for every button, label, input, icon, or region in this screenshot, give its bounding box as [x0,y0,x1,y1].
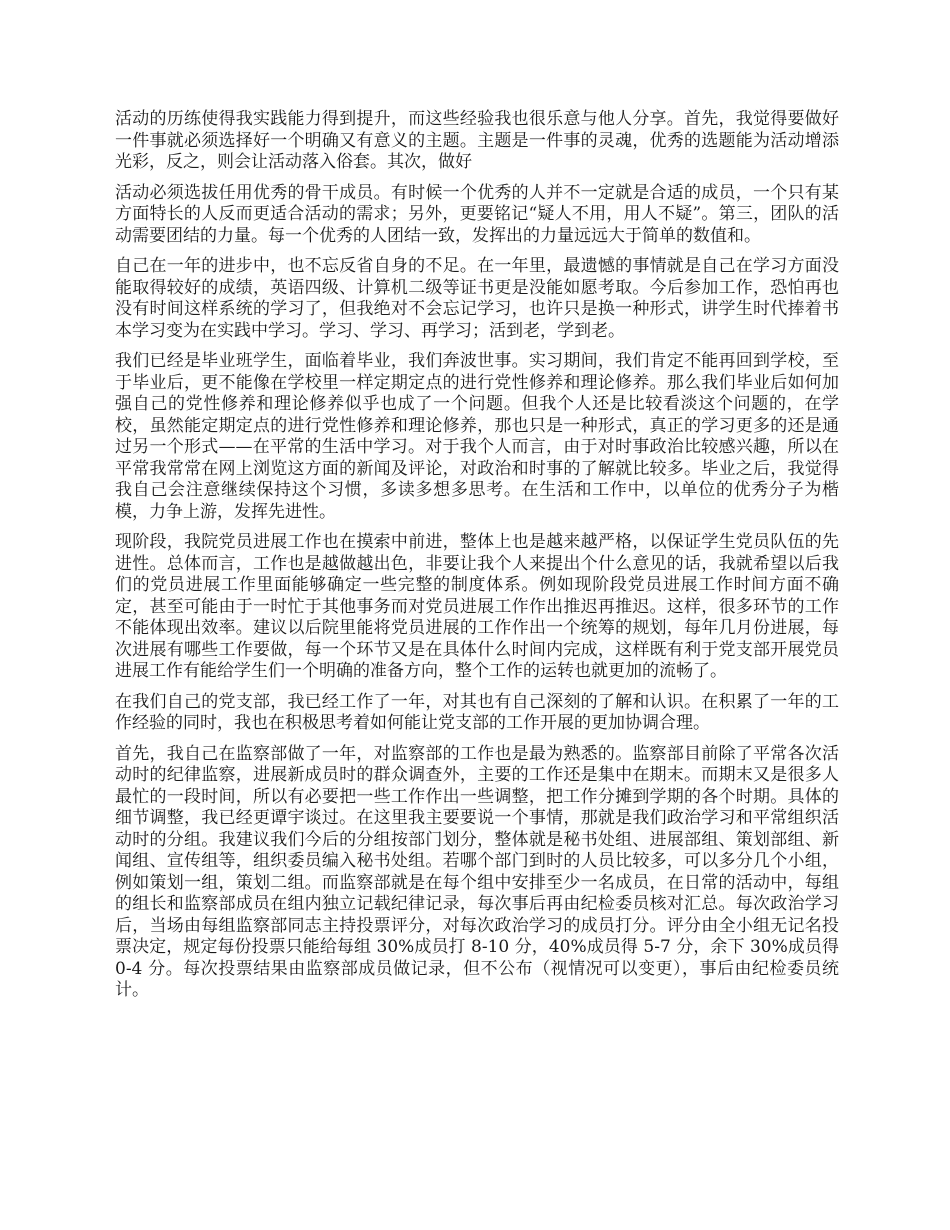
document-body [115,109,839,1011]
paragraph-3: 自己在一年的进步中，也不忘反省自身的不足。在一年里，最遗憾的事情就是自己在学习方面没能取得较好的成绩，英语四级、计算机二级等证书更是没能如愿考取。今后参加工作，恐怕再也没有时间这样系统的学习了，但我绝对不会忘记学习，也许只是换一种形式，讲学生时代捧着书本学习变为在实践中学习。学习、学习、再学习；活到老，学到老。 [115,256,839,341]
paragraph-5: 现阶段，我院党员进展工作也在摸索中前进，整体上也是越来越严格，以保证学生党员队伍的先进性。总体而言，工作也是越做越出色，非要让我个人来提出个什么意见的话，我就希望以后我们的党员进展工作里面能够确定一些完整的制度体系。例如现阶段党员进展工作时间方面不确定，甚至可能由于一时忙于其他事务而对党员进展工作作出推迟再推迟。这样，很多环节的工作不能体现出效率。建议以后院里能将党员进展的工作作出一个统筹的规划，每年几月份进展，每次进展有哪些工作要做，每一个环节又是在具体什么时间内完成，这样既有利于党支部开展党员进展工作有能给学生们一个明确的准备方向，整个工作的运转也就更加的流畅了。 [115,532,839,681]
paragraph-2: 活动必须选拔任用优秀的骨干成员。有时候一个优秀的人并不一定就是合适的成员，一个只有某方面特长的人反而更适合活动的需求；另外，更要铭记“疑人不用，用人不疑”。第三，团队的活动需要团结的力量。每一个优秀的人团结一致，发挥出的力量远远大于简单的数值和。 [115,182,839,246]
paragraph-7: 首先，我自己在监察部做了一年，对监察部的工作也是最为熟悉的。监察部目前除了平常各次活动时的纪律监察，进展新成员时的群众调查外，主要的工作还是集中在期末。而期末又是很多人最忙的一段时间，所以有必要把一些工作作出一些调整，把工作分摊到学期的各个时期。具体的细节调整，我已经更谭宇谈过。在这里我主要要说一个事情，那就是我们政治学习和平常组织活动时的分组。我建议我们今后的分组按部门划分，整体就是秘书处组、进展部组、策划部组、新闻组、宣传组等，组织委员编入秘书处组。若哪个部门到时的人员比较多，可以多分几个小组，例如策划一组，策划二组。而监察部就是在每个组中安排至少一名成员，在日常的活动中，每组的组长和监察部成员在组内独立记载纪律记录，每次事后再由纪检委员核对汇总。每次政治学习后，当场由每组监察部同志主持投票评分，对每次政治学习的成员打分。评分由全小组无记名投票决定，规定每份投票只能给每组 30%成员打 8-10 分，40%成员得 5-7 分，余下 30%成员得 0-4 分。每次投票结果由监察部成员做记录，但不公布（视情况可以变更），事后由纪检委员统计。 [115,743,839,1000]
paragraph-4: 我们已经是毕业班学生，面临着毕业，我们奔波世事。实习期间，我们肯定不能再回到学校，至于毕业后，更不能像在学校里一样定期定点的进行党性修养和理论修养。那么我们毕业后如何加强自己的党性修养和理论修养似乎也成了一个问题。但我个人还是比较看淡这个问题的，在学校，虽然能定期定点的进行党性修养和理论修养，那也只是一种形式，真正的学习更多的还是通过另一个形式——在平常的生活中学习。对于我个人而言，由于对时事政治比较感兴趣，所以在平常我常常在网上浏览这方面的新闻及评论，对政治和时事的了解就比较多。毕业之后，我觉得我自己会注意继续保持这个习惯，多读多想多思考。在生活和工作中，以单位的优秀分子为楷模，力争上游，发挥先进性。 [115,351,839,522]
paragraph-1: 活动的历练使得我实践能力得到提升，而这些经验我也很乐意与他人分享。首先，我觉得要做好一件事就必须选择好一个明确又有意义的主题。主题是一件事的灵魂，优秀的选题能为活动增添光彩，反之，则会让活动落入俗套。其次，做好 [115,109,839,172]
paragraph-6: 在我们自己的党支部，我已经工作了一年，对其也有自己深刻的了解和认识。在积累了一年的工作经验的同时，我也在积极思考着如何能让党支部的工作开展的更加协调合理。 [115,691,839,733]
